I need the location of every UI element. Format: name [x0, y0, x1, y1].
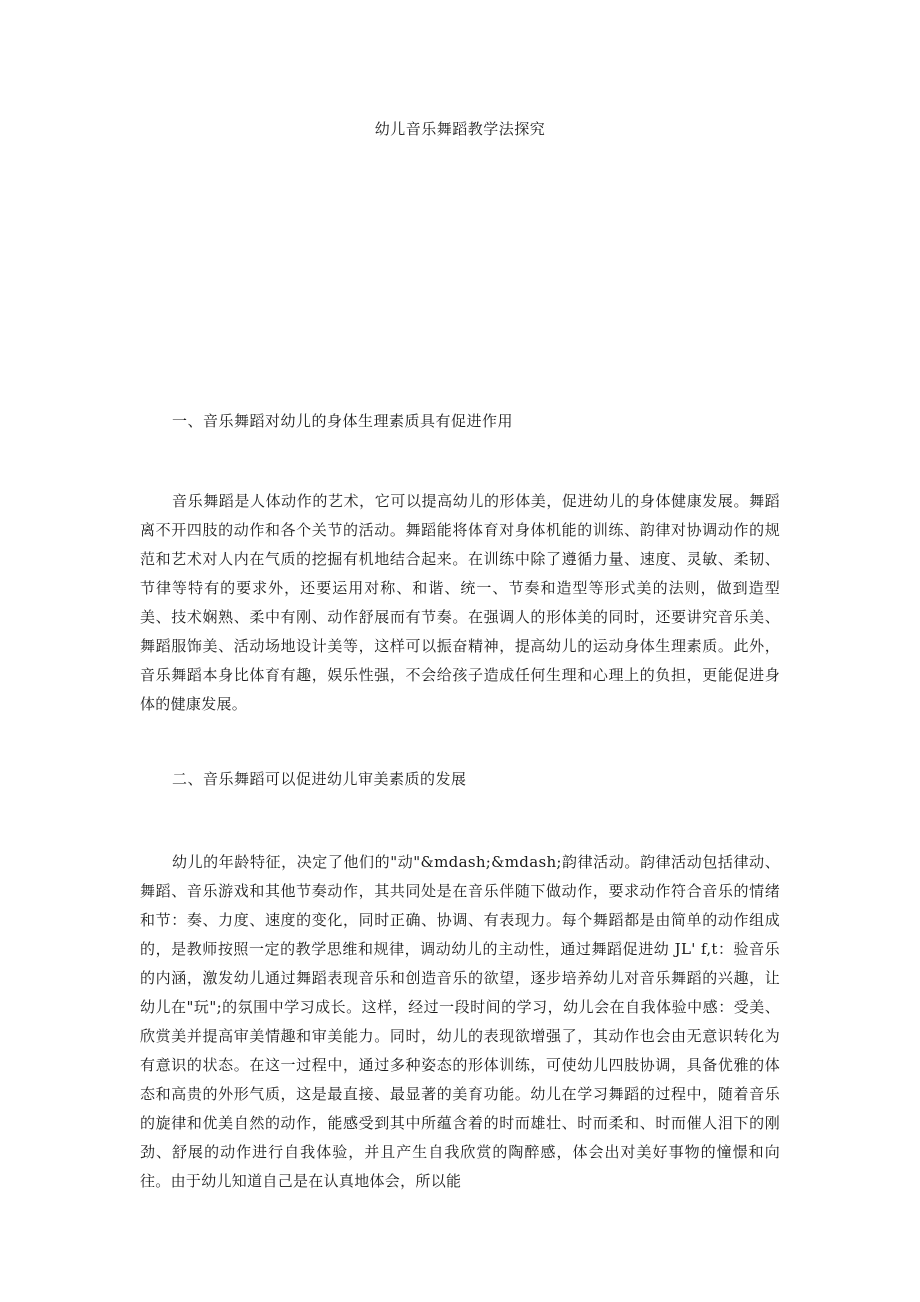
section-heading-1: 一、音乐舞蹈对幼儿的身体生理素质具有促进作用: [172, 412, 514, 430]
document-title: 幼儿音乐舞蹈教学法探究: [374, 120, 546, 138]
section-heading-2: 二、音乐舞蹈可以促进幼儿审美素质的发展: [172, 770, 467, 788]
section-paragraph-2: 幼儿的年龄特征，决定了他们的"动"&mdash;&mdash;韵律活动。韵律活动包括律动、舞蹈、音乐游戏和其他节奏动作，其共同处是在音乐伴随下做动作，要求动作符合音乐的情绪和节：奏、力度、速度的变化，同时正确、协调、有表现力。每个舞蹈都是由简单的动作组成的，是教师按照一定的教学思维和规律，调动幼儿的主动性，通过舞蹈促进幼 JL' f,t：验音乐的内涵，激发幼儿通过舞蹈表现音乐和创造音乐的欲望，逐步培养幼儿对音乐舞蹈的兴趣，让幼儿在"玩";的氛围中学习成长。这样，经过一段时间的学习，幼儿会在自我体验中感：受美、欣赏美并提高审美情趣和审美能力。同时，幼儿的表现欲增强了，其动作也会由无意识转化为有意识的状态。在这一过程中，通过多种姿态的形体训练，可使幼儿四肢协调，具备优雅的体态和高贵的外形气质，这是最直接、最显著的美育功能。幼儿在学习舞蹈的过程中，随着音乐的旋律和优美自然的动作，能感受到其中所蕴含着的时而雄壮、时而柔和、时而催人泪下的刚劲、舒展的动作进行自我体验，并且产生自我欣赏的陶醉感，体会出对美好事物的憧憬和向往。由于幼儿知道自己是在认真地体会，所以能: [140, 853, 780, 1190]
section-paragraph-1: 音乐舞蹈是人体动作的艺术，它可以提高幼儿的形体美，促进幼儿的身体健康发展。舞蹈离不开四肢的动作和各个关节的活动。舞蹈能将体育对身体机能的训练、韵律对协调动作的规范和艺术对人内在气质的挖掘有机地结合起来。在训练中除了遵循力量、速度、灵敏、柔韧、节律等特有的要求外，还要运用对称、和谐、统一、节奏和造型等形式美的法则，做到造型美、技术娴熟、柔中有刚、动作舒展而有节奏。在强调人的形体美的同时，还要讲究音乐美、舞蹈服饰美、活动场地设计美等，这样可以振奋精神，提高幼儿的运动身体生理素质。此外，音乐舞蹈本身比体育有趣，娱乐性强，不会给孩子造成任何生理和心理上的负担，更能促进身体的健康发展。: [140, 492, 780, 713]
